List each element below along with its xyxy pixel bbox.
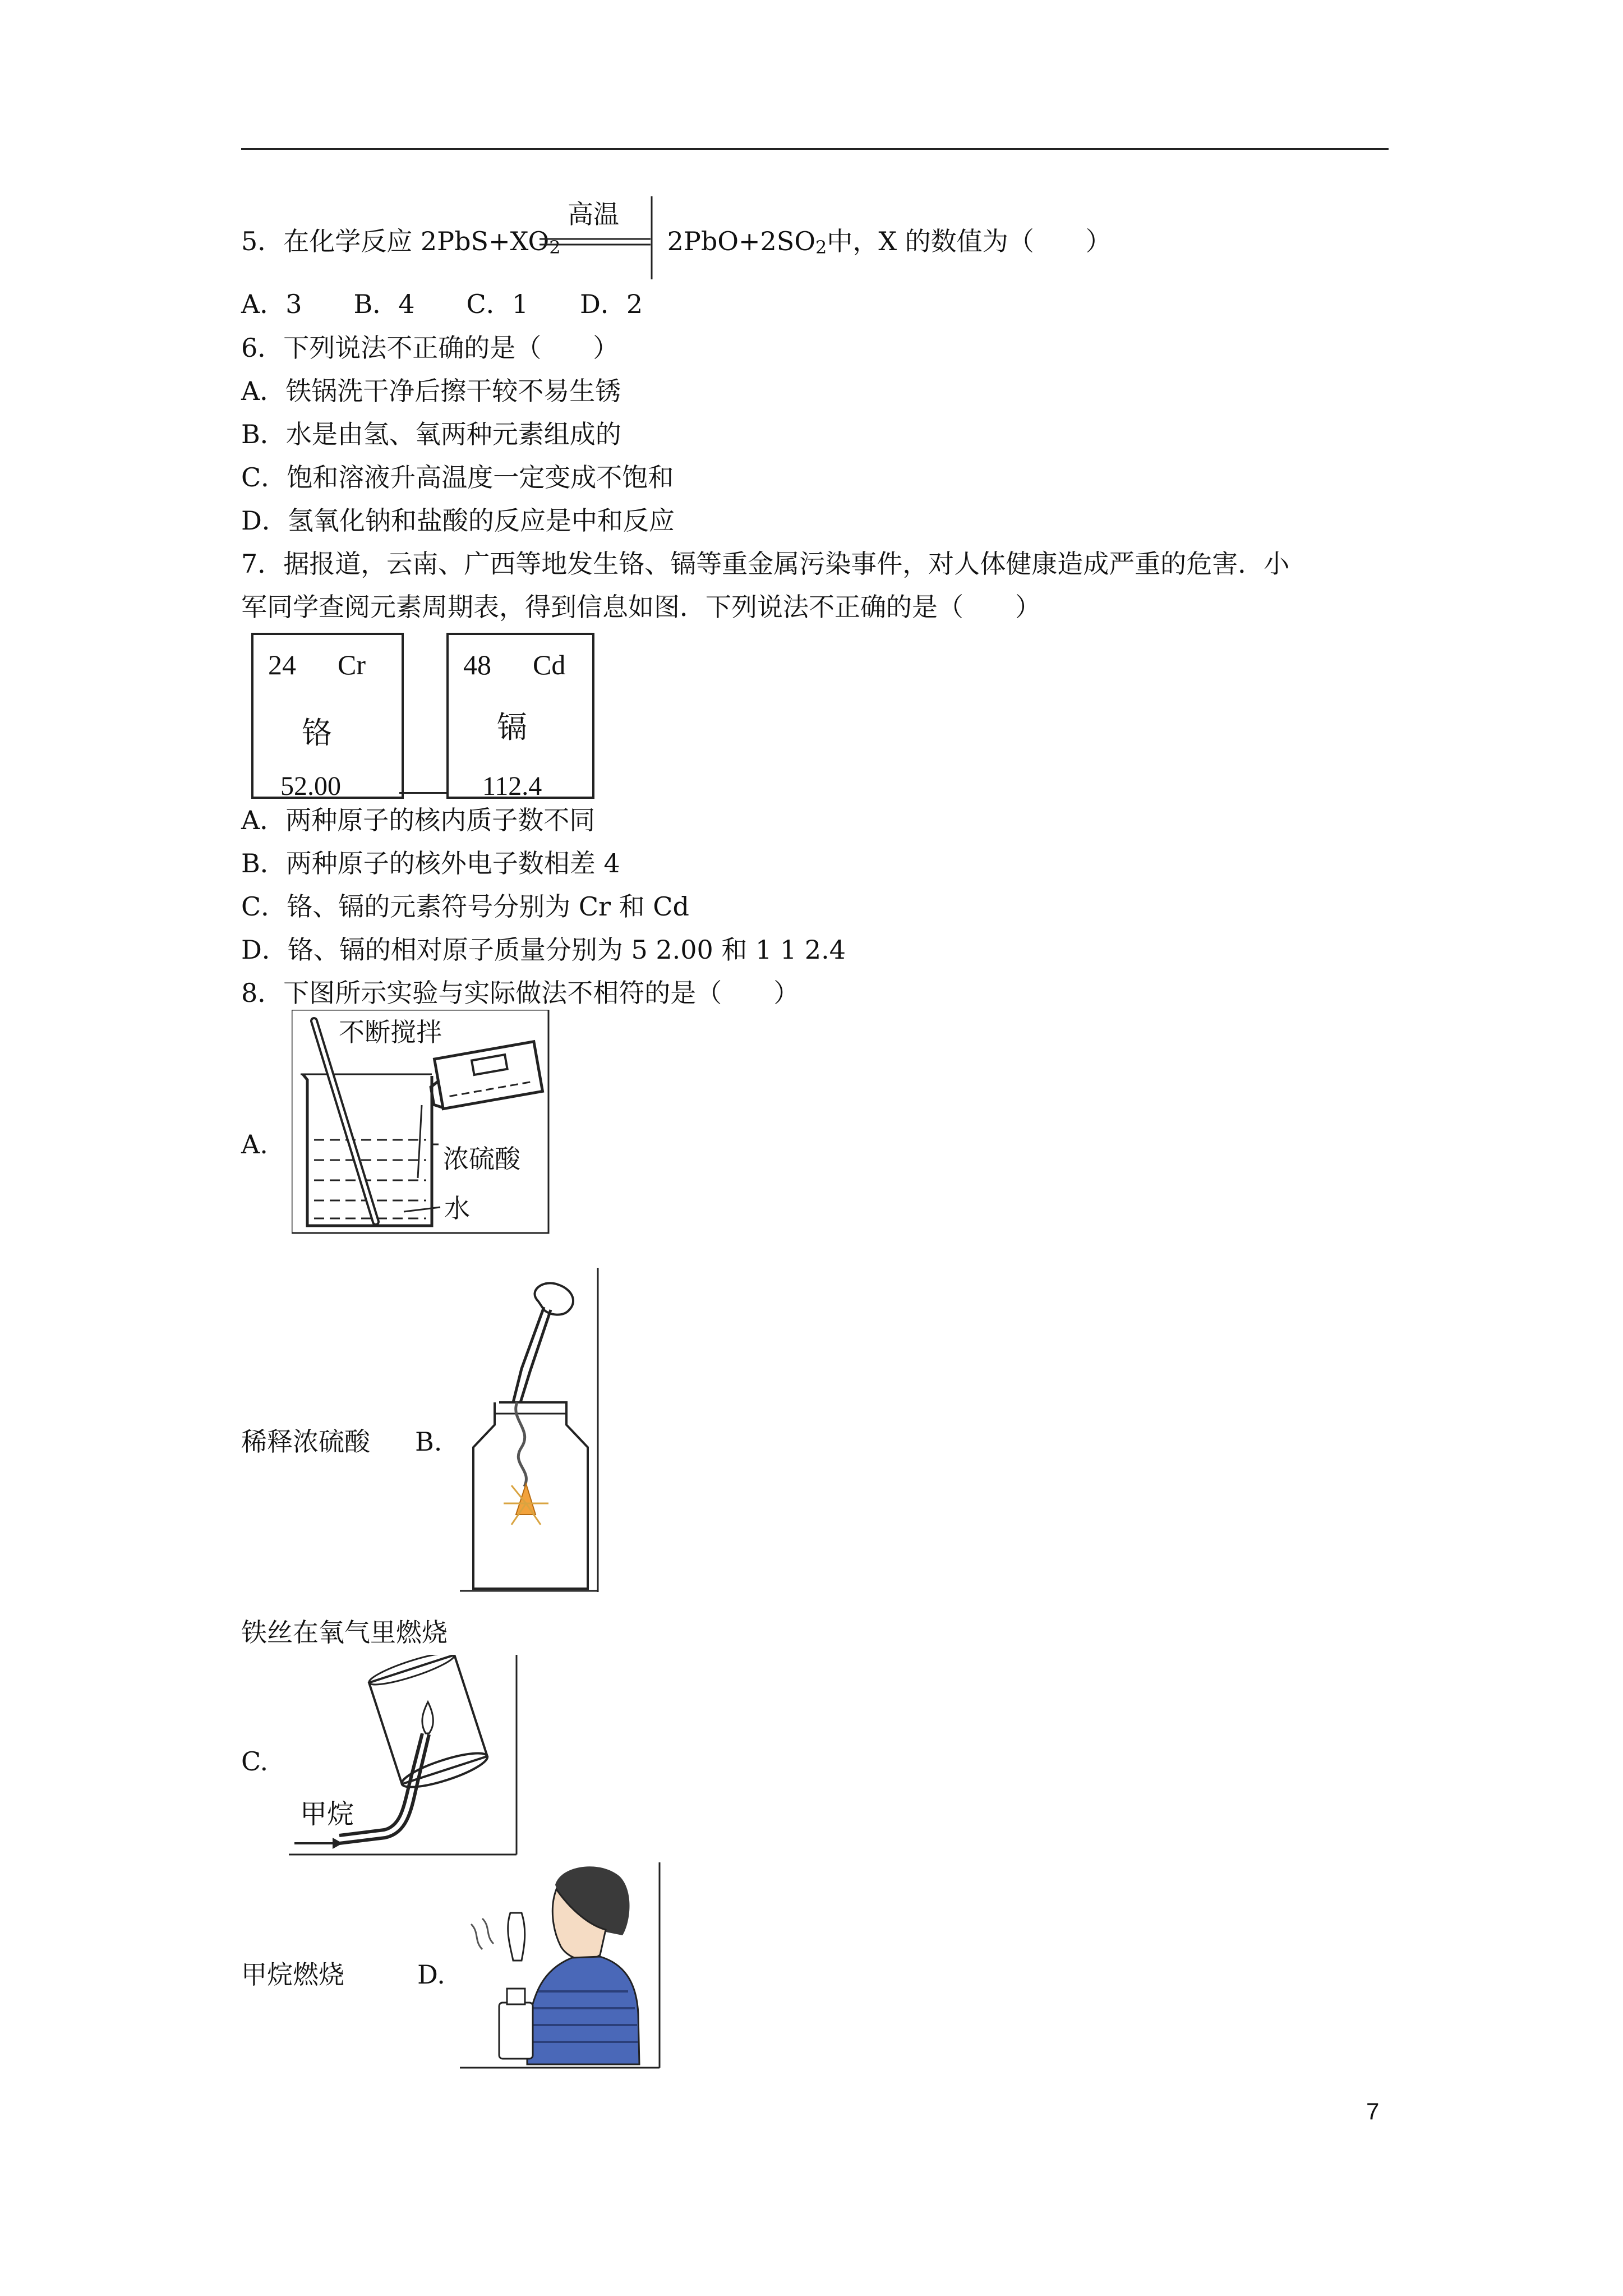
q5-reactants: 5．在化学反应 2PbS+XO — [241, 226, 550, 256]
q5-stem — [241, 224, 1112, 264]
methane-figure — [289, 1655, 519, 1857]
methane-label: 甲烷 — [300, 1798, 354, 1830]
header-rule — [241, 148, 1389, 150]
q5-reaction-sign — [538, 196, 656, 280]
q6-option-a: A．铁锅洗干净后擦干较不易生锈 — [241, 376, 621, 406]
water-label: 水 — [444, 1193, 470, 1223]
element-symbol: Cd — [533, 649, 566, 680]
element-number: 48 — [463, 649, 491, 680]
element-divider — [399, 792, 446, 794]
smell-gas-figure — [460, 1862, 662, 2070]
q7-option-d: D．铬、镉的相对原子质量分别为 5 2.00 和 1 1 2.4 — [241, 935, 846, 965]
element-mass: 52.00 — [280, 771, 341, 801]
element-mass: 112.4 — [482, 771, 542, 801]
q5-subscript-2: 2 — [815, 237, 827, 258]
q6-option-b: B．水是由氢、氧两种元素组成的 — [241, 419, 621, 449]
q8-option-a-label: A. — [241, 1129, 268, 1159]
q7-option-a: A．两种原子的核内质子数不同 — [241, 805, 596, 835]
element-symbol: Cr — [338, 649, 366, 680]
element-name: 镉 — [497, 711, 527, 744]
q6-option-d: D．氢氧化钠和盐酸的反应是中和反应 — [241, 505, 675, 536]
q6-option-c: C．饱和溶液升高温度一定变成不饱和 — [241, 462, 674, 493]
dilute-acid-figure — [292, 1010, 550, 1234]
element-card-cd — [446, 633, 594, 799]
q8-option-b-caption: 铁丝在氧气里燃烧 — [241, 1617, 448, 1648]
q8-stem: 8．下图所示实验与实际做法不相符的是（ ） — [241, 978, 800, 1008]
q8-option-b-label: B. — [415, 1427, 442, 1457]
q5-options: A．3 B．4 C．1 D．2 — [241, 289, 643, 319]
stir-label: 不断搅拌 — [339, 1017, 442, 1047]
element-name: 铬 — [302, 716, 332, 750]
q7-option-b: B．两种原子的核外电子数相差 4 — [241, 848, 620, 878]
element-number: 24 — [268, 649, 296, 680]
q5-products: 2PbO+2SO — [667, 226, 816, 256]
q6-stem: 6．下列说法不正确的是（ ） — [241, 333, 619, 363]
q7-option-c: C．铬、镉的元素符号分别为 Cr 和 Cd — [241, 891, 689, 922]
q5-condition: 高温 — [568, 199, 619, 229]
q8-option-c-label: C. — [241, 1746, 269, 1777]
q8-option-d-label: D. — [417, 1959, 445, 1990]
page-number: 7 — [1366, 2098, 1380, 2124]
q7-stem-line1: 7．据报道，云南、广西等地发生铬、镉等重金属污染事件，对人体健康造成严重的危害．小 — [241, 549, 1290, 579]
q8-option-a-caption: 稀释浓硫酸 — [241, 1427, 370, 1457]
q5-subscript-1: 2 — [549, 237, 561, 258]
q8-option-c-caption: 甲烷燃烧 — [241, 1959, 344, 1990]
iron-wire-figure — [460, 1268, 600, 1593]
q7-stem-line2: 军同学查阅元素周期表，得到信息如图．下列说法不正确的是（ ） — [241, 592, 1041, 622]
element-card-cr — [251, 633, 404, 799]
q5-question: 中，X 的数值为（ ） — [827, 226, 1112, 256]
acid-label: 浓硫酸 — [443, 1144, 520, 1174]
